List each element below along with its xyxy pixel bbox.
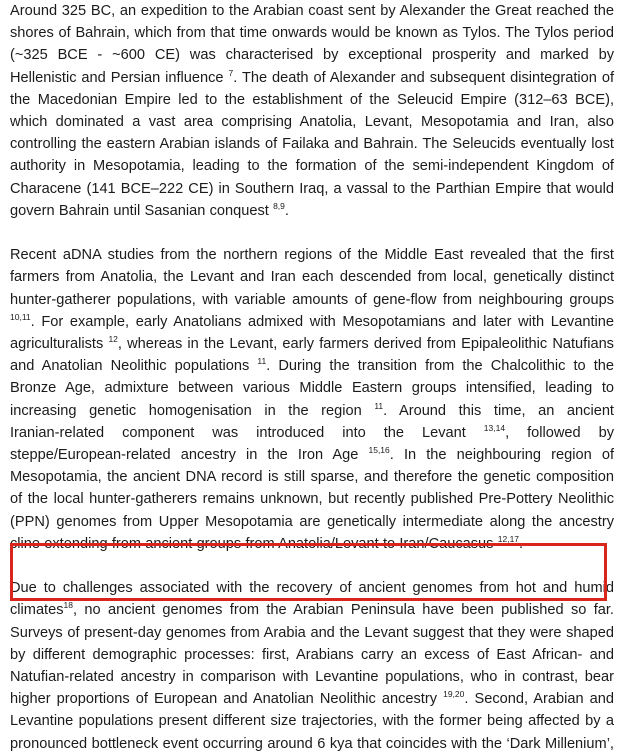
highlighted-text-line: Natufian-related ancestry in comparison with Levantine populations, who in contrast, bear xyxy=(10,669,614,686)
text-line: shores of Bahrain, which from that time onwards would be known as Tylos. The Tylos period xyxy=(10,25,614,42)
citation-ref: 19,20 xyxy=(443,689,465,700)
citation-ref: 12,17 xyxy=(497,534,520,544)
text-line xyxy=(10,422,614,444)
text-fragment: . Around this time, an ancient xyxy=(383,402,614,419)
text-line: cline extending from ancient groups from Anatolia/Levant to Iran/Caucasus $^{12,17}$. xyxy=(10,534,524,552)
text-fragment: steppe/European-related ancestry in the Iron Age xyxy=(10,447,359,464)
text-fragment: Iranian-related component was introduced into the Levant xyxy=(10,424,466,441)
text-fragment: and Anatolian Neolithic populations xyxy=(10,358,250,375)
text-line xyxy=(10,311,614,333)
citation-ref: 18 xyxy=(63,600,73,611)
text-fragment: . In the neighbouring region of xyxy=(389,447,614,464)
text-fragment: , no ancient genomes from the Arabian Peninsula have been published so far. xyxy=(73,602,614,619)
text-line xyxy=(10,355,614,377)
text-line: controlling the eastern Arabian islands of Failaka and Bahrain. The Seleucids eventually lost xyxy=(10,136,614,153)
text-line: (~325 BCE - ~600 CE) was characterised by exceptional prosperity and marked by xyxy=(10,47,614,64)
citation-ref: 7 xyxy=(228,67,234,78)
text-fragment: Hellenistic and Persian influence xyxy=(10,69,224,86)
highlighted-text-line: by different demographic processes: first, Arabians carry an excess of East African- and xyxy=(10,646,614,663)
text-fragment: higher proportions of European and Anatolian Neolithic ancestry xyxy=(10,691,438,708)
text-fragment: cline extending from ancient groups from Anatolia/Levant to Iran/Caucasus xyxy=(10,535,494,552)
text-fragment: , followed by xyxy=(505,424,614,441)
text-line: Characene (141 BCE–222 CE) in Southern Iraq, a vassal to the Parthian Empire that would xyxy=(10,180,614,197)
text-line: Mesopotamia, the ancient DNA record is still sparse, and therefore the genetic composition xyxy=(10,469,614,486)
text-line: Due to challenges associated with the recovery of ancient genomes from hot and humid xyxy=(10,580,614,597)
paragraph-1 xyxy=(10,0,614,222)
citation-ref: 10,11 xyxy=(10,311,31,322)
text-fragment: The death of Alexander and subsequent disintegration of xyxy=(241,69,614,86)
text-line xyxy=(10,444,614,466)
text-fragment: increasing genetic homogenisation in the region xyxy=(10,402,362,419)
document-page xyxy=(10,0,614,755)
text-fragment: . Second, Arabian and xyxy=(464,691,615,708)
text-line: of the local hunter-gatherers remains unknown, but recently published Pre-Pottery Neolithic xyxy=(10,491,614,508)
text-line xyxy=(10,333,614,355)
paragraph-2 xyxy=(10,244,614,555)
citation-ref: 15,16 xyxy=(368,445,390,456)
text-fragment: climates xyxy=(10,602,64,619)
text-line: the Macedonian Empire led to the establishment of the Seleucid Empire (312–63 BCE), xyxy=(10,91,614,108)
text-line: Bronze Age, admixture between various Middle Eastern groups intensified, leading to xyxy=(10,380,614,397)
text-line: Recent aDNA studies from the northern regions of the Middle East revealed that the first xyxy=(10,247,614,264)
text-line: pronounced bottleneck event occurring around 6 kya that coincides with the ‘Dark Millenium’, xyxy=(10,735,614,752)
text-line: which dominated a vast area comprising Anatolia, Levant, Mesopotamia and Iran, also xyxy=(10,114,614,131)
text-line: hunter-gatherer populations, with variable amounts of gene-flow from neighbouring groups xyxy=(10,291,614,308)
text-fragment: . For example, early Anatolians admixed with Mesopotamians and later with Levantine xyxy=(30,313,614,330)
text-line: Surveys of present-day genomes from Arabia and the Levant suggest that they were shaped xyxy=(10,624,614,641)
text-fragment: govern Bahrain until Sasanian conquest xyxy=(10,202,269,219)
paragraph-3 xyxy=(10,577,614,755)
citation-ref: 13,14 xyxy=(483,422,506,433)
citation-ref: 12 xyxy=(108,334,118,345)
text-line: govern Bahrain until Sasanian conquest $^{8,9}$. xyxy=(10,200,289,219)
text-fragment: . During the transition from the Chalcolithic to the xyxy=(266,358,614,375)
citation-ref: 8,9 xyxy=(273,200,285,211)
citation-ref: 11 xyxy=(257,356,267,367)
text-line: farmers from Anatolia, the Levant and Iran each descended from local, genetically distinct xyxy=(10,269,614,286)
text-line: Around 325 BC, an expedition to the Arabian coast sent by Alexander the Great reached the xyxy=(10,3,614,19)
text-line: Hellenistic and Persian influence $^7$. The death of Alexander and subsequent disintegration of xyxy=(10,67,614,86)
text-line: Levantine populations present different size trajectories, with the former being affected by a xyxy=(10,713,614,730)
citation-ref: 11 xyxy=(374,400,384,411)
text-line: authority in Mesopotamia, leading to the formation of the semi-independent Kingdom of xyxy=(10,158,614,175)
highlighted-text-line xyxy=(10,688,614,710)
text-fragment: agriculturalists xyxy=(10,336,104,353)
text-fragment: , whereas in the Levant, early farmers derived from Epipaleolithic Natufians xyxy=(117,336,614,353)
text-line xyxy=(10,599,614,621)
text-line: (PPN) genomes from Upper Mesopotamia are genetically intermediate along the ancestry xyxy=(10,513,614,530)
text-line xyxy=(10,400,614,422)
